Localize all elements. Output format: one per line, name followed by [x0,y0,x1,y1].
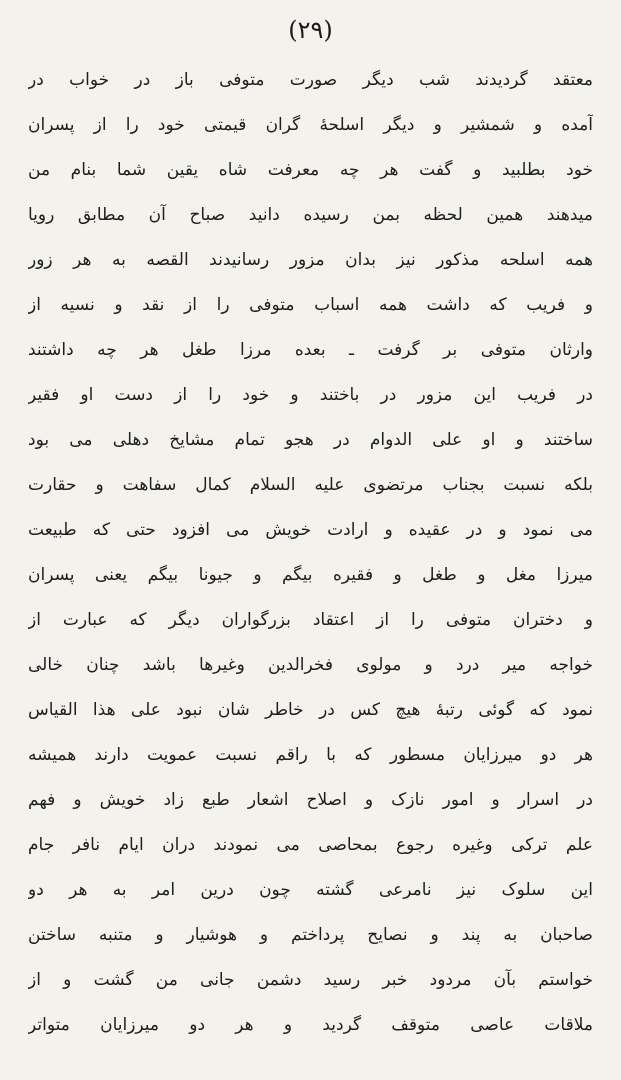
text-line: آمده و شمشیر و دیگر اسلحهٔ گران قیمتی خود را از پسران [28,115,593,135]
text-line: خواجه میر درد و مولوی فخرالدین وغیرها باشد چنان خالی [28,655,593,675]
text-line: صاحبان به پند و نصایح پرداختم و هوشیار و متنبه ساختن [28,925,593,945]
text-line: وارثان متوفی بر گرفت ـ بعده مرزا طغل هر چه داشتند [28,340,593,360]
text-line: خود بطلبید و گفت هر چه معرفت شاه یقین شما بنام من [28,160,593,180]
text-line: معتقد گردیدند شب دیگر صورت متوفی باز در خواب در [28,70,593,90]
text-line: ساختند و او علی الدوام در هجو تمام مشایخ دهلی می بود [28,430,593,450]
text-line: و دختران متوفی را از اعتقاد بزرگواران دیگر که عبارت از [28,610,593,630]
text-line: میدهند همین لحظه بمن رسیده دانید صباح آن مطابق رویا [28,205,593,225]
text-line: میرزا مغل و طغل و فقیره بیگم و جیونا بیگم یعنی پسران [28,565,593,585]
text-line: نمود که گوئی رتبهٔ هیچ کس در خاطر شان نبود علی هذا القیاس [28,700,593,720]
text-line: این سلوک نیز نامرعی گشته چون درین امر به هر دو [28,880,593,900]
text-line: خواستم بآن مردود خبر رسید دشمن جانی من گشت و از [28,970,593,990]
text-line: و فریب که داشت همه اسباب متوفی را از نقد و نسیه از [28,295,593,315]
text-line: بلکه نسبت بجناب مرتضوی علیه السلام کمال سفاهت و حقارت [28,475,593,495]
text-line: می نمود و در عقیده و ارادت خویش می افزود حتی که طبیعت [28,520,593,540]
text-line: علم ترکی وغیره رجوع بمحاصی می نمودند دران ایام نافر جام [28,835,593,855]
text-line: در فریب این مزور در باختند و خود را از دست او فقیر [28,385,593,405]
text-line: ملاقات عاصی متوقف گردید و هر دو میرزایان متواتر [28,1015,593,1035]
body-text [28,58,593,1068]
text-line: هر دو میرزایان مسطور که با راقم نسبت عمویت دارند همیشه [28,745,593,765]
text-line: همه اسلحه مذکور نیز بدان مزور رسانیدند القصه به هر زور [28,250,593,270]
page-number: (۲۹) [288,16,333,44]
text-line: در اسرار و امور نازک و اصلاح اشعار طبع زاد خویش و فهم [28,790,593,810]
